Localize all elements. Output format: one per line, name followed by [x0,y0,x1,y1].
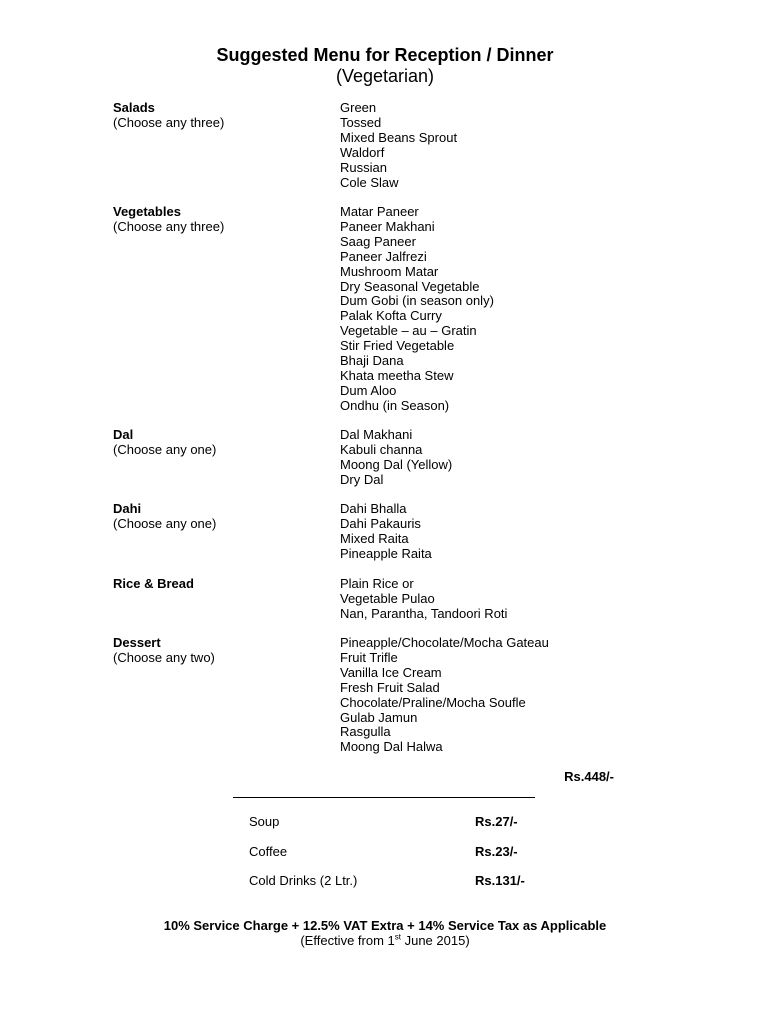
section-note: (Choose any one) [113,515,217,531]
menu-item: Saag Paneer [340,233,416,249]
menu-item: Paneer Makhani [340,218,435,234]
section-heading: Rice & Bread [113,576,194,591]
extra-price: Rs.23/- [475,844,518,859]
section-note: (Choose any three) [113,114,225,130]
section-note: (Choose any two) [113,649,215,665]
menu-item: Dry Seasonal Vegetable [340,278,480,294]
menu-item: Dum Gobi (in season only) [340,293,494,309]
menu-item: Rasgulla [340,724,391,740]
menu-item: Pineapple Raita [340,545,432,561]
menu-item: Vegetable – au – Gratin [340,323,477,339]
menu-item: Pineapple/Chocolate/Mocha Gateau [340,635,549,650]
menu-item: Kabuli channa [340,441,423,457]
menu-item: Paneer Jalfrezi [340,248,427,264]
menu-item: Vegetable Pulao [340,590,435,606]
menu-item: Moong Dal Halwa [340,739,443,755]
menu-item: Dahi Bhalla [340,501,407,516]
menu-title: Suggested Menu for Reception / Dinner [216,45,554,65]
menu-item: Dal Makhani [340,427,413,442]
menu-item: Fresh Fruit Salad [340,679,440,695]
menu-item: Gulab Jamun [340,709,418,725]
charges-note: 10% Service Charge + 12.5% VAT Extra + 14% Service Tax as Applicable [163,918,607,933]
effective-suffix: June 2015) [400,933,470,948]
effective-prefix: (Effective from 1 [300,933,395,948]
effective-ordinal: st [394,932,401,942]
extra-name: Cold Drinks (2 Ltr.) [249,873,358,888]
extra-price: Rs.131/- [475,873,525,888]
menu-item: Dahi Pakauris [340,515,421,531]
section-heading: Vegetables [113,204,181,219]
menu-item: Ondhu (in Season) [340,397,450,413]
section-heading: Dahi [113,501,142,516]
menu-item: Green [340,100,377,115]
menu-item: Bhaji Dana [340,353,404,369]
menu-price: Rs.448/- [564,769,614,784]
menu-item: Khata meetha Stew [340,367,454,383]
menu-subtitle: (Vegetarian) [335,66,435,86]
menu-item: Moong Dal (Yellow) [340,456,453,472]
menu-item: Waldorf [340,144,385,160]
menu-item: Matar Paneer [340,204,419,219]
menu-item: Chocolate/Praline/Mocha Soufle [340,694,526,710]
menu-item: Mixed Beans Sprout [340,129,458,145]
section-heading: Dal [113,427,134,442]
menu-item: Fruit Trifle [340,649,398,665]
divider-line [233,797,535,798]
menu-item: Dry Dal [340,471,384,487]
extra-price: Rs.27/- [475,814,518,829]
menu-item: Cole Slaw [340,174,399,190]
menu-item: Tossed [340,114,382,130]
extra-name: Soup [249,814,280,829]
section-note: (Choose any three) [113,218,225,234]
section-note: (Choose any one) [113,441,217,457]
menu-item: Dum Aloo [340,382,397,398]
menu-item: Russian [340,159,387,175]
menu-item: Stir Fried Vegetable [340,338,455,354]
extra-name: Coffee [249,844,288,859]
menu-item: Plain Rice or [340,576,414,591]
section-heading: Dessert [113,635,161,650]
section-heading: Salads [113,100,155,115]
menu-item: Vanilla Ice Cream [340,664,442,680]
menu-item: Mushroom Matar [340,263,439,279]
menu-item: Palak Kofta Curry [340,308,442,324]
menu-item: Nan, Parantha, Tandoori Roti [340,605,508,621]
menu-item: Mixed Raita [340,530,409,546]
effective-date-note [0,934,770,949]
